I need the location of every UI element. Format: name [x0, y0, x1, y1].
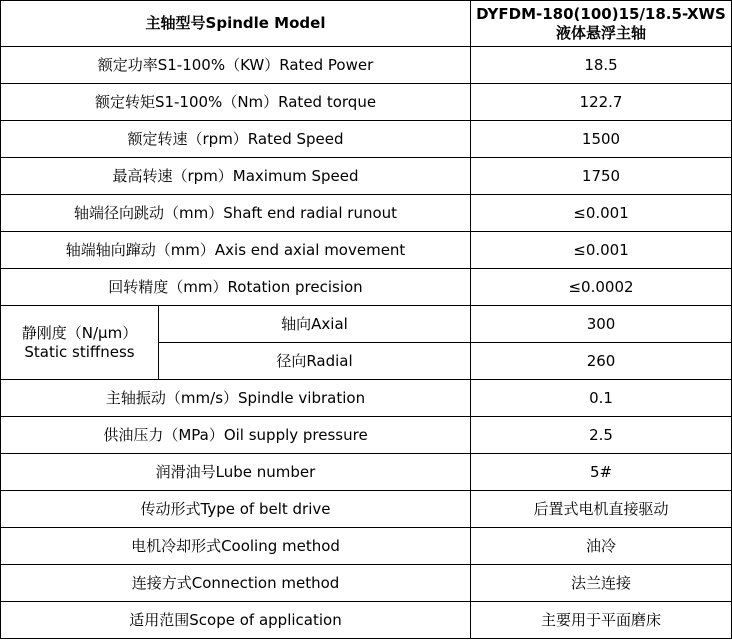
row-value: 18.5 — [471, 47, 732, 84]
stiffness-label-cell — [1, 306, 159, 380]
model-name: DYFDM-180(100)15/18.5-XWS — [476, 4, 726, 23]
row-label: 润滑油号Lube number — [1, 454, 471, 491]
header-model-cell — [471, 1, 732, 47]
row-value: 主要用于平面磨床 — [471, 602, 732, 639]
row-label: 供油压力（MPa）Oil supply pressure — [1, 417, 471, 454]
table-row — [1, 417, 732, 454]
table-row — [1, 491, 732, 528]
row-label: 主轴振动（mm/s）Spindle vibration — [1, 380, 471, 417]
row-label: 回转精度（mm）Rotation precision — [1, 269, 471, 306]
model-type: 液体悬浮主轴 — [556, 23, 647, 42]
row-value: 后置式电机直接驱动 — [471, 491, 732, 528]
table-row — [1, 528, 732, 565]
row-value: ≤0.001 — [471, 195, 732, 232]
row-value: ≤0.001 — [471, 232, 732, 269]
row-value: 法兰连接 — [471, 565, 732, 602]
row-value: 1500 — [471, 121, 732, 158]
row-label: 额定功率S1-100%（KW）Rated Power — [1, 47, 471, 84]
table-row — [1, 565, 732, 602]
table-row — [1, 121, 732, 158]
row-label: 适用范围Scope of application — [1, 602, 471, 639]
row-value: 0.1 — [471, 380, 732, 417]
row-value: 5# — [471, 454, 732, 491]
row-value: 油冷 — [471, 528, 732, 565]
table-row — [1, 454, 732, 491]
radial-value: 260 — [471, 343, 732, 380]
row-label: 额定转矩S1-100%（Nm）Rated torque — [1, 84, 471, 121]
table-row-stiffness-axial — [1, 306, 732, 343]
row-label: 轴端轴向蹿动（mm）Axis end axial movement — [1, 232, 471, 269]
table-row — [1, 232, 732, 269]
row-value: ≤0.0002 — [471, 269, 732, 306]
table-row — [1, 602, 732, 639]
header-row — [1, 1, 732, 47]
table-row — [1, 158, 732, 195]
row-value: 1750 — [471, 158, 732, 195]
row-label: 额定转速（rpm）Rated Speed — [1, 121, 471, 158]
row-value: 2.5 — [471, 417, 732, 454]
table-row — [1, 380, 732, 417]
row-label: 轴端径向跳动（mm）Shaft end radial runout — [1, 195, 471, 232]
table-row — [1, 84, 732, 121]
row-label: 电机冷却形式Cooling method — [1, 528, 471, 565]
axial-label: 轴向Axial — [159, 306, 471, 343]
header-label-cell: 主轴型号Spindle Model — [1, 1, 471, 47]
row-value: 122.7 — [471, 84, 732, 121]
row-label: 最高转速（rpm）Maximum Speed — [1, 158, 471, 195]
axial-value: 300 — [471, 306, 732, 343]
row-label: 传动形式Type of belt drive — [1, 491, 471, 528]
radial-label: 径向Radial — [159, 343, 471, 380]
table-row — [1, 269, 732, 306]
table-row — [1, 47, 732, 84]
stiffness-label-en: Static stiffness — [24, 342, 135, 361]
row-label: 连接方式Connection method — [1, 565, 471, 602]
table-row — [1, 195, 732, 232]
stiffness-label-cn: 静刚度（N/μm） — [21, 323, 138, 342]
